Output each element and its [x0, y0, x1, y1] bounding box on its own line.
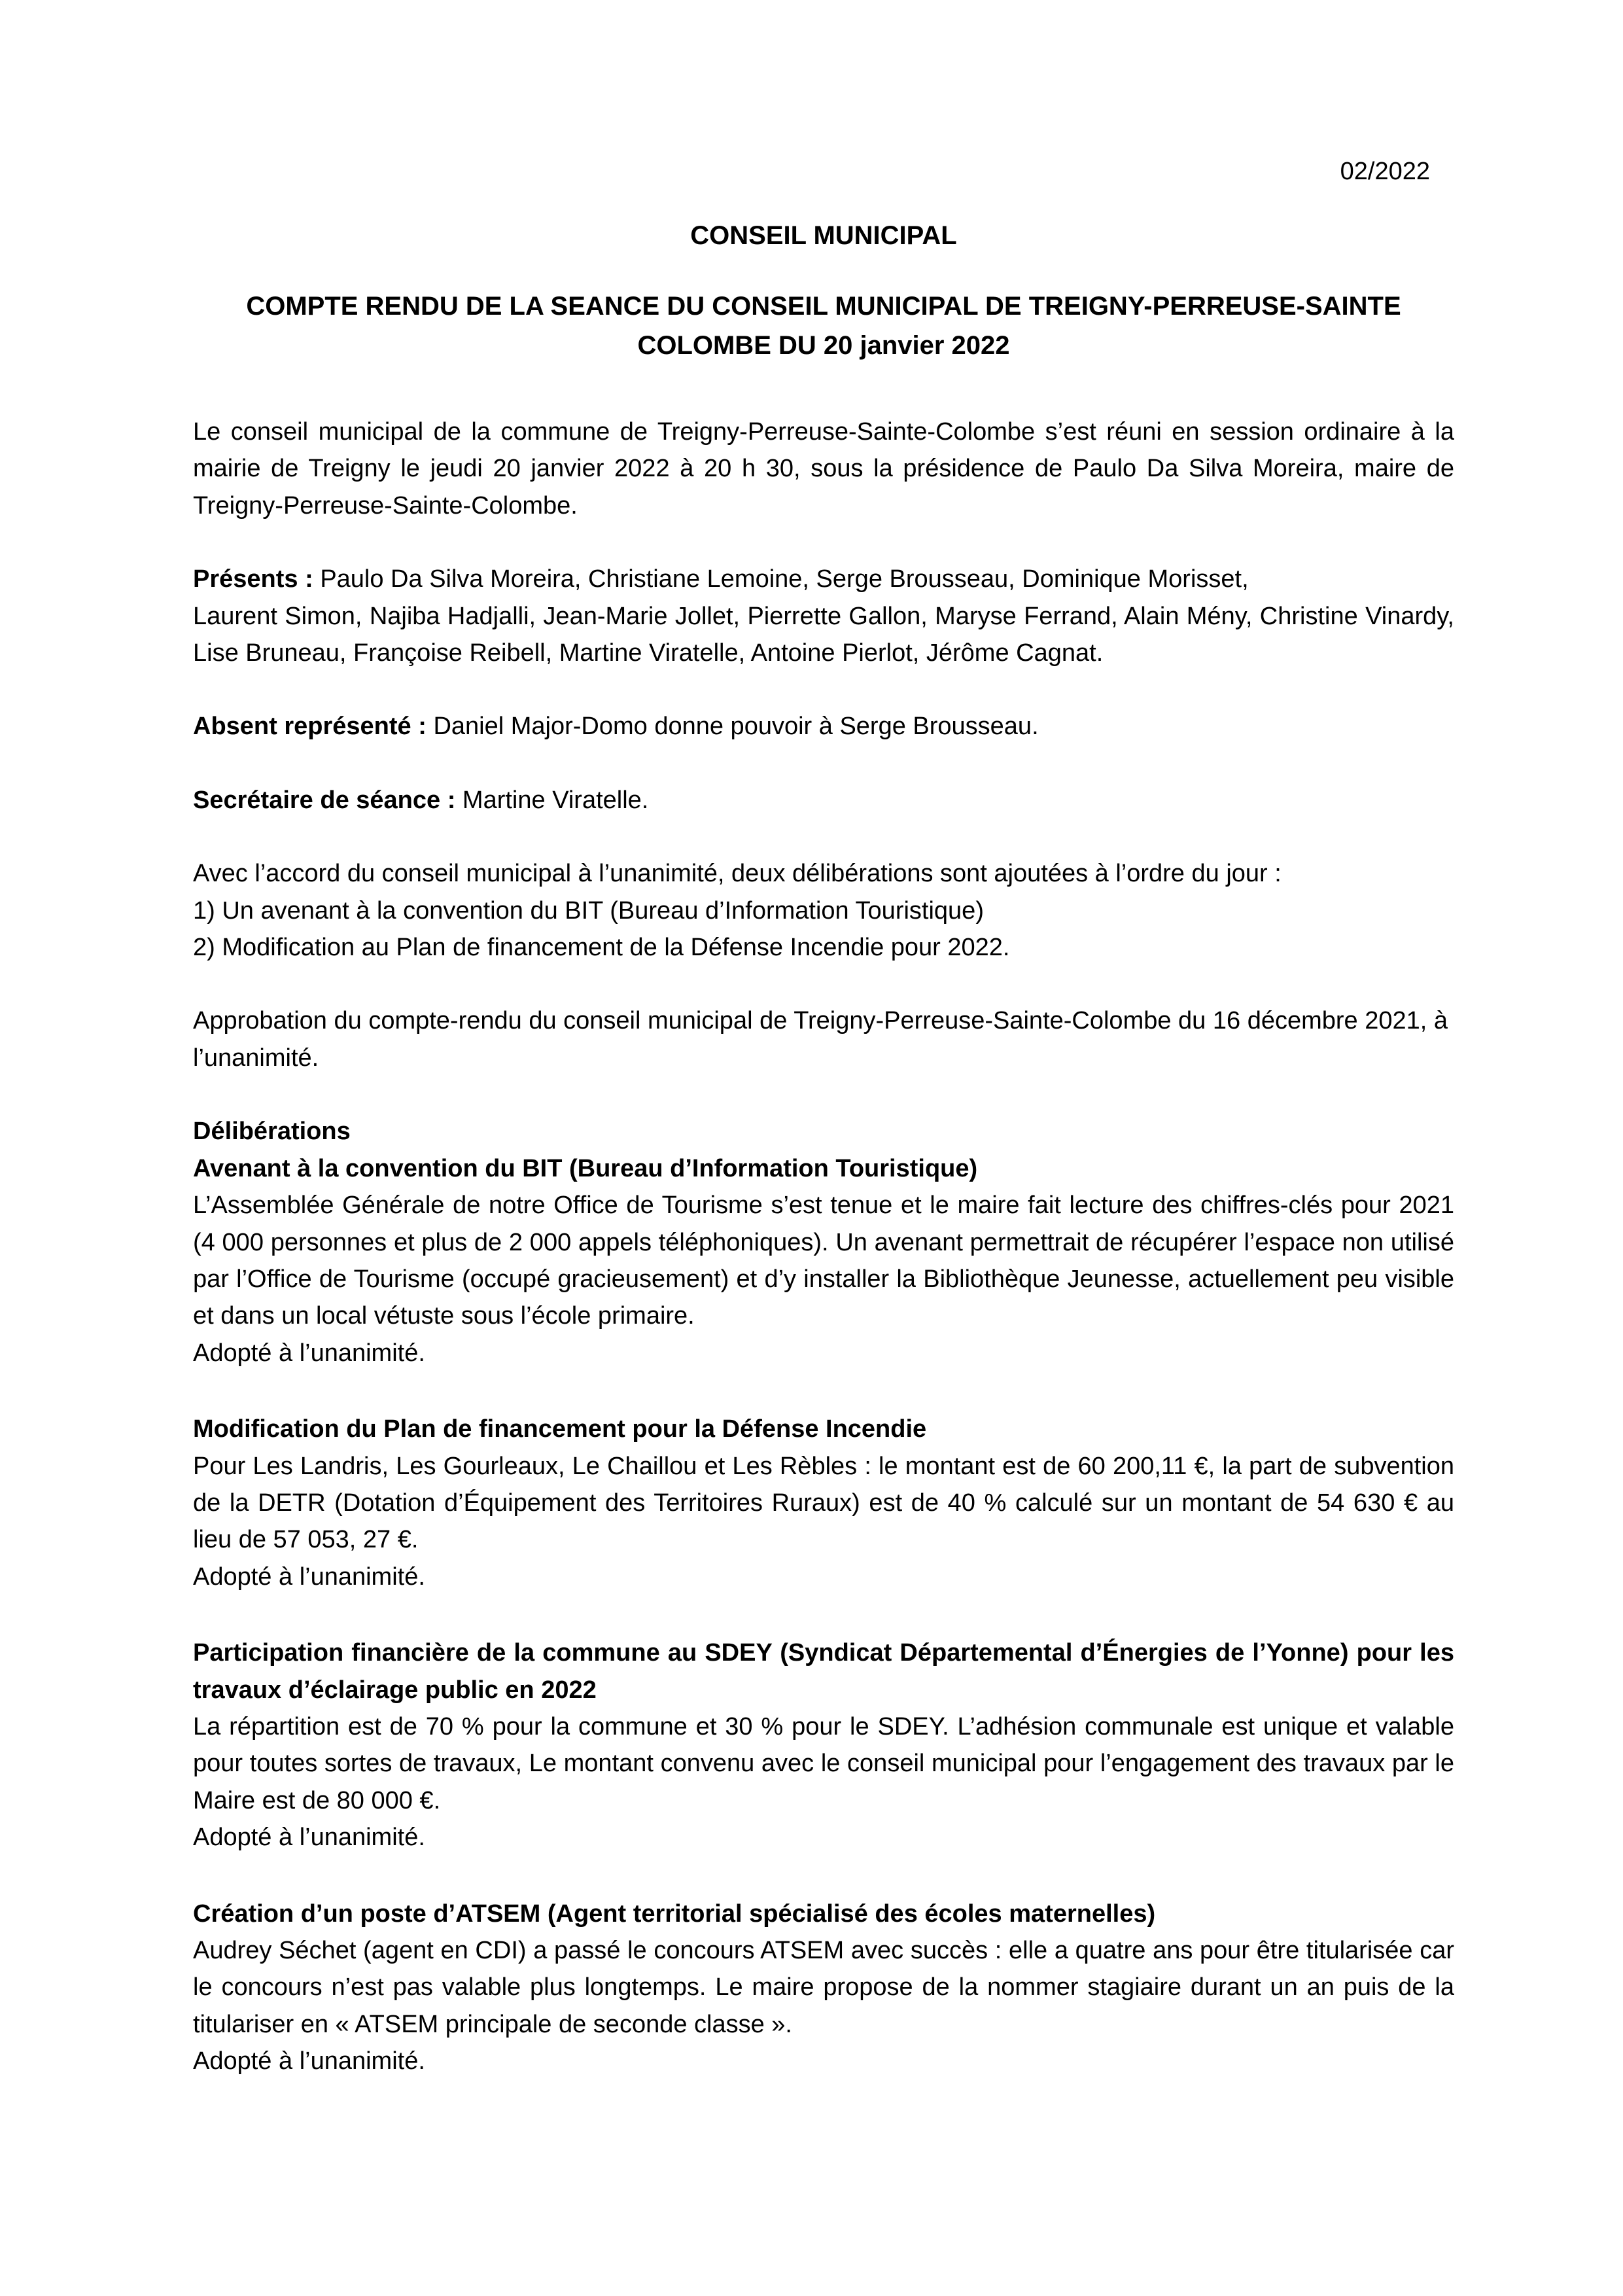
section-body: La répartition est de 70 % pour la commune et 30 % pour le SDEY. L’adhésion communale est unique et valable pour toutes sortes de travaux, Le montant convenu avec le conseil municipal pour l’engagement des travaux par le Maire est de 80 000 €.	[193, 1712, 1454, 1814]
document-body	[193, 216, 1454, 2080]
secretaire-label: Secrétaire de séance :	[193, 786, 456, 814]
presents-block	[193, 561, 1454, 671]
absent-paragraph	[193, 708, 1454, 745]
presents-names-1: Paulo Da Silva Moreira, Christiane Lemoine, Serge Brousseau, Dominique Morisset,	[320, 565, 1249, 593]
secretaire-paragraph	[193, 782, 1454, 819]
approbation-paragraph: Approbation du compte-rendu du conseil municipal de Treigny-Perreuse-Sainte-Colombe du 16 décembre 2021, à l’unanimité.	[193, 1007, 1448, 1072]
section-bit	[193, 1150, 1454, 1371]
section-heading: Modification du Plan de financement pour la Défense Incendie	[193, 1415, 927, 1443]
accord-item-1: 1) Un avenant à la convention du BIT (Bureau d’Information Touristique)	[193, 896, 984, 925]
section-sdey	[193, 1634, 1454, 1856]
deliberations-heading: Délibérations	[193, 1118, 351, 1146]
subtitle-line-1: COMPTE RENDU DE LA SEANCE DU CONSEIL MUNICIPAL DE TREIGNY-PERREUSE-SAINTE	[246, 292, 1401, 321]
presents-line-1	[193, 561, 1454, 597]
presents-label: Présents :	[193, 565, 313, 593]
section-body: L’Assemblée Générale de notre Office de Tourisme s’est tenue et le maire fait lecture des chiffres-clés pour 2021 (4 000 personnes et plus de 2 000 appels téléphoniques). Un avenant permettrait de récupérer l’espace non utilisé par l’Office de Tourisme (occupé gracieusement) et d’y installer la Bibliothèque Jeunesse, actuellement peu visible et dans un local vétuste sous l’école primaire.	[193, 1192, 1454, 1330]
section-heading: Avenant à la convention du BIT (Bureau d’Information Touristique)	[193, 1154, 978, 1182]
accord-text: Avec l’accord du conseil municipal à l’unanimité, deux délibérations sont ajoutées à l’ordre du jour :	[193, 860, 1282, 888]
section-result: Adopté à l’unanimité.	[193, 2047, 425, 2075]
accord-item-2: 2) Modification au Plan de financement de la Défense Incendie pour 2022.	[193, 934, 1010, 962]
section-body: Audrey Séchet (agent en CDI) a passé le concours ATSEM avec succès : elle a quatre ans pour être titularisée car le concours n’est pas valable plus longtemps. Le maire propose de la nommer stagiaire durant un an puis de la titulariser en « ATSEM principale de seconde classe ».	[193, 1937, 1454, 2038]
section-result: Adopté à l’unanimité.	[193, 1563, 425, 1591]
section-heading: Participation financière de la commune au SDEY (Syndicat Départemental d’Énergies de l’Yonne) pour les travaux d’éclairage public en 2022	[193, 1639, 1454, 1704]
absent-label: Absent représenté :	[193, 713, 427, 741]
absent-text: Daniel Major-Domo donne pouvoir à Serge Brousseau.	[433, 713, 1039, 741]
intro-paragraph: Le conseil municipal de la commune de Treigny-Perreuse-Sainte-Colombe s’est réuni en session ordinaire à la mairie de Treigny le jeudi 20 janvier 2022 à 20 h 30, sous la présidence de Paulo Da Silva Moreira, maire de Treigny-Perreuse-Sainte-Colombe.	[193, 418, 1454, 520]
document-subtitle	[193, 287, 1454, 365]
section-body: Pour Les Landris, Les Gourleaux, Le Chaillou et Les Rèbles : le montant est de 60 200,11 €, la part de subvention de la DETR (Dotation d’Équipement des Territoires Ruraux) est de 40 % calculé sur un montant de 54 630 € au lieu de 57 053, 27 €.	[193, 1452, 1454, 1554]
section-defense-incendie	[193, 1411, 1454, 1595]
section-atsem	[193, 1896, 1454, 2080]
presents-names-2: Laurent Simon, Najiba Hadjalli, Jean-Marie Jollet, Pierrette Gallon, Maryse Ferrand, Alain Mény, Christine Vinardy, Lise Bruneau, Françoise Reibell, Martine Viratelle, Antoine Pierlot, Jérôme Cagnat.	[193, 602, 1454, 667]
section-heading: Création d’un poste d’ATSEM (Agent territorial spécialisé des écoles maternelles)	[193, 1899, 1156, 1928]
document-title: CONSEIL MUNICIPAL	[690, 221, 957, 250]
secretaire-text: Martine Viratelle.	[462, 786, 649, 814]
section-result: Adopté à l’unanimité.	[193, 1824, 425, 1852]
section-result: Adopté à l’unanimité.	[193, 1339, 425, 1367]
document-number: 02/2022	[1340, 158, 1430, 185]
subtitle-line-2: COLOMBE DU 20 janvier 2022	[637, 331, 1010, 360]
ordre-du-jour-block	[193, 855, 1454, 966]
